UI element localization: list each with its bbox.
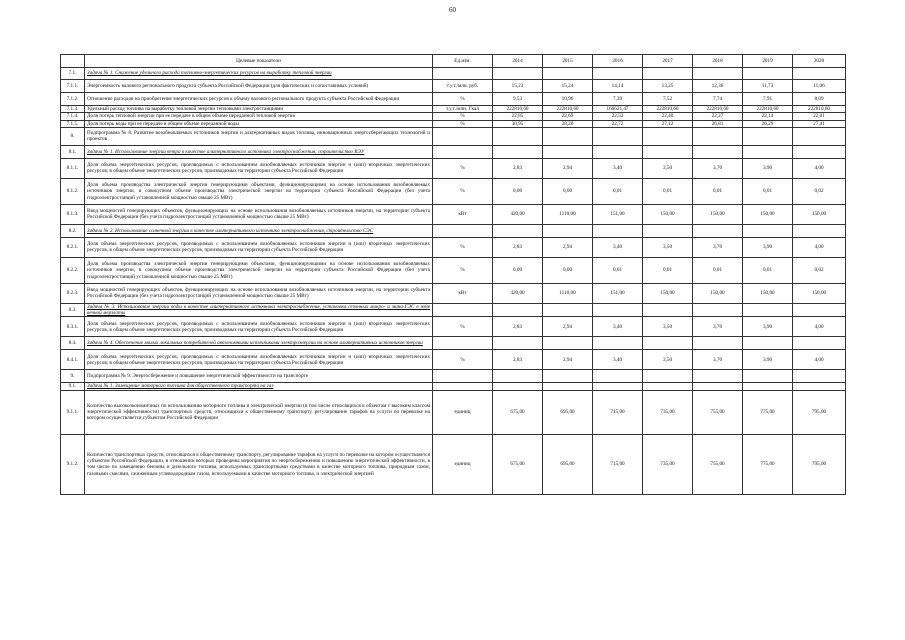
row-number: 8.2.2. — [61, 257, 85, 283]
value-cell-2014: 0,00 — [493, 178, 543, 204]
table-row — [61, 350, 846, 370]
value-cell-2020 — [793, 303, 846, 317]
value-cell-2018 — [693, 337, 743, 350]
unit-cell: % — [433, 350, 493, 370]
value-cell-2016: 0,01 — [593, 257, 643, 283]
row-number: 8. — [61, 127, 85, 145]
value-cell-2020: 0,02 — [793, 178, 846, 204]
unit-cell: единиц — [433, 390, 493, 434]
value-cell-2014 — [493, 145, 543, 158]
value-cell-2020: 150,00 — [793, 283, 846, 303]
value-cell-2017: 222810,60 — [643, 106, 693, 113]
value-cell-2019 — [743, 383, 793, 390]
value-cell-2014 — [493, 337, 543, 350]
unit-cell: % — [433, 178, 493, 204]
unit-cell: т.у.т./млн. Гкал — [433, 106, 493, 113]
value-cell-2017 — [643, 145, 693, 158]
unit-cell: % — [433, 158, 493, 178]
indicator-text: Доля объема производства электрической энергии генерирующими объектами, функционирующими на основе использования возобновляемых источников энергии, в совокупном объеме производства электрической энергии на территории субъекта Российской Федерации (без учета гидроэлектростанций установленной мощностью свыше 25 МВт) — [85, 178, 433, 204]
value-cell-2017: 27,12 — [643, 120, 693, 127]
value-cell-2019 — [743, 68, 793, 80]
value-cell-2016: 3,40 — [593, 237, 643, 257]
row-number: 8.2. — [61, 224, 85, 237]
value-cell-2017 — [643, 383, 693, 390]
value-cell-2019: 3,90 — [743, 237, 793, 257]
value-cell-2019 — [743, 370, 793, 383]
value-cell-2020 — [793, 127, 846, 145]
value-cell-2015 — [543, 145, 593, 158]
indicator-text: Энергоемкость валового регионального продукта субъекта Российской Федерации (для фактических и сопоставимых условий) — [85, 80, 433, 93]
value-cell-2017: 7,52 — [643, 93, 693, 106]
value-cell-2020: 0,02 — [793, 257, 846, 283]
indicator-text: Задача № 3. Использование энергии воды в качестве альтернативного источника электроснабжения, установка сезонных микро- и мини-ГЭС в зоне вечной мерзлоты — [85, 303, 433, 317]
value-cell-2019: 3,90 — [743, 317, 793, 337]
table-row — [61, 204, 846, 224]
indicator-text: Доля потерь тепловой энергии при ее передаче в общем объеме переданной тепловой энергии — [85, 113, 433, 120]
value-cell-2015: 222810,60 — [543, 106, 593, 113]
value-cell-2017: 0,01 — [643, 257, 693, 283]
header-year: 2014 — [493, 55, 543, 68]
indicator-text: Подпрограмма № 9. Энергосбережение и повышение энергетической эффективности на транспорте — [85, 370, 433, 383]
unit-cell: единиц — [433, 434, 493, 494]
value-cell-2019: 0,01 — [743, 178, 793, 204]
row-number: 9. — [61, 370, 85, 383]
value-cell-2019 — [743, 145, 793, 158]
row-number: 8.1.3. — [61, 204, 85, 224]
unit-cell: % — [433, 93, 493, 106]
row-number: 9.1.2. — [61, 434, 85, 494]
value-cell-2018: 3,70 — [693, 350, 743, 370]
unit-cell: % — [433, 113, 493, 120]
unit-cell: кВт — [433, 283, 493, 303]
value-cell-2014: 2,83 — [493, 158, 543, 178]
unit-cell — [433, 68, 493, 80]
value-cell-2017: 3,50 — [643, 158, 693, 178]
value-cell-2018: 150,00 — [693, 204, 743, 224]
value-cell-2018: 3,70 — [693, 237, 743, 257]
header-year: 2016 — [593, 55, 643, 68]
value-cell-2014: 0,00 — [493, 257, 543, 283]
indicator-text: Доля потерь воды при ее передаче в общем объеме переданной воды — [85, 120, 433, 127]
value-cell-2019: 7,91 — [743, 93, 793, 106]
indicator-text: Задача № 4. Обеспечение малых локальных потребителей автономными источниками электроэнергии на основе альтернативных источников энергии — [85, 337, 433, 350]
value-cell-2018: 3,70 — [693, 317, 743, 337]
value-cell-2014: 15,23 — [493, 80, 543, 93]
value-cell-2020: 795,00 — [793, 434, 846, 494]
indicator-text: Доля объема энергетических ресурсов, производимых с использованием возобновляемых источников энергии и (или) вторичных энергетических ресурсов, в общем объеме энергетических ресурсов, производимых на территории субъекта Российской Федерации — [85, 237, 433, 257]
table-row — [61, 93, 846, 106]
value-cell-2016: 715,00 — [593, 434, 643, 494]
value-cell-2016 — [593, 145, 643, 158]
value-cell-2020: 27,41 — [793, 120, 846, 127]
value-cell-2018 — [693, 383, 743, 390]
indicator-text: Доля объема производства электрической энергии генерирующими объектами, функционирующими на основе использования возобновляемых источников энергии, в совокупном объеме производства электрической энергии на территории субъекта Российской Федерации (без учета гидроэлектростанций установленной мощностью свыше 25 МВт) — [85, 257, 433, 283]
value-cell-2017: 735,00 — [643, 390, 693, 434]
value-cell-2016 — [593, 127, 643, 145]
table-row — [61, 120, 846, 127]
value-cell-2014 — [493, 224, 543, 237]
value-cell-2014: 2,83 — [493, 317, 543, 337]
value-cell-2019: 3,90 — [743, 350, 793, 370]
value-cell-2020: 795,00 — [793, 390, 846, 434]
table-row — [61, 390, 846, 434]
indicator-text: Подпрограмма № 8. Развитие возобновляемых источников энергии и альтернативных видов топлива, инновационных энергосберегающих технологий и проектов — [85, 127, 433, 145]
value-cell-2019 — [743, 303, 793, 317]
header-indicator: Целевые показатели — [85, 55, 433, 68]
value-cell-2020 — [793, 224, 846, 237]
value-cell-2016 — [593, 224, 643, 237]
table-row — [61, 68, 846, 80]
row-number: 8.4. — [61, 337, 85, 350]
row-number: 8.4.1. — [61, 350, 85, 370]
value-cell-2019: 775,00 — [743, 390, 793, 434]
header-year: 2018 — [693, 55, 743, 68]
value-cell-2015: 28,20 — [543, 120, 593, 127]
unit-cell — [433, 303, 493, 317]
value-cell-2015: 1110,00 — [543, 283, 593, 303]
value-cell-2018 — [693, 370, 743, 383]
value-cell-2015: 2,94 — [543, 350, 593, 370]
value-cell-2016: 7,39 — [593, 93, 643, 106]
unit-cell — [433, 383, 493, 390]
value-cell-2020: 150,00 — [793, 204, 846, 224]
row-number: 9.1. — [61, 383, 85, 390]
row-number: 8.3. — [61, 303, 85, 317]
value-cell-2019: 150,00 — [743, 204, 793, 224]
row-number: 7.1.2. — [61, 93, 85, 106]
table-row — [61, 370, 846, 383]
indicator-text: Удельный расход топлива на выработку тепловой энергии тепловыми электростанциями — [85, 106, 433, 113]
value-cell-2019: 150,00 — [743, 283, 793, 303]
value-cell-2018: 755,00 — [693, 390, 743, 434]
value-cell-2015 — [543, 68, 593, 80]
value-cell-2014: 30,95 — [493, 120, 543, 127]
value-cell-2014 — [493, 383, 543, 390]
value-cell-2017: 735,00 — [643, 434, 693, 494]
indicator-text: Доля объема энергетических ресурсов, производимых с использованием возобновляемых источников энергии и (или) вторичных энергетических ресурсов, в общем объеме энергетических ресурсов, производимых на территории субъекта Российской Федерации — [85, 317, 433, 337]
value-cell-2015 — [543, 337, 593, 350]
value-cell-2017 — [643, 370, 693, 383]
value-cell-2017 — [643, 224, 693, 237]
indicator-text: Задача № 2. Использование солнечной энергии в качестве альтернативного источника электроснабжения, строительство СЭС — [85, 224, 433, 237]
value-cell-2017: 22,40 — [643, 113, 693, 120]
row-number: 8.1.1. — [61, 158, 85, 178]
table-row — [61, 303, 846, 317]
value-cell-2020: 4,00 — [793, 350, 846, 370]
value-cell-2016: 3,40 — [593, 317, 643, 337]
value-cell-2019 — [743, 127, 793, 145]
value-cell-2017: 150,00 — [643, 204, 693, 224]
value-cell-2014: 675,00 — [493, 434, 543, 494]
table-row — [61, 224, 846, 237]
value-cell-2017: 3,50 — [643, 237, 693, 257]
table-row — [61, 317, 846, 337]
table-row — [61, 257, 846, 283]
value-cell-2020 — [793, 68, 846, 80]
value-cell-2020: 11,06 — [793, 80, 846, 93]
value-cell-2015 — [543, 383, 593, 390]
value-cell-2016: 715,00 — [593, 390, 643, 434]
unit-cell: % — [433, 317, 493, 337]
value-cell-2016 — [593, 303, 643, 317]
value-cell-2014: 9,53 — [493, 93, 543, 106]
row-number: 8.1.2. — [61, 178, 85, 204]
value-cell-2020: 4,00 — [793, 237, 846, 257]
value-cell-2014: 2,83 — [493, 350, 543, 370]
value-cell-2016: 22,72 — [593, 120, 643, 127]
table-row — [61, 178, 846, 204]
value-cell-2020: 4,00 — [793, 317, 846, 337]
value-cell-2015: 10,96 — [543, 93, 593, 106]
value-cell-2014 — [493, 303, 543, 317]
value-cell-2017: 150,00 — [643, 283, 693, 303]
value-cell-2016: 22,52 — [593, 113, 643, 120]
unit-cell — [433, 145, 493, 158]
value-cell-2014: 675,00 — [493, 390, 543, 434]
value-cell-2015: 0,00 — [543, 178, 593, 204]
indicator-text: Задача № 1. Использование энергии ветра в качестве альтернативного источника электроснабжения, строительство ВЭУ — [85, 145, 433, 158]
unit-cell: кВт — [433, 204, 493, 224]
value-cell-2018: 222810,60 — [693, 106, 743, 113]
value-cell-2016: 14,14 — [593, 80, 643, 93]
value-cell-2017 — [643, 68, 693, 80]
value-cell-2017: 3,50 — [643, 317, 693, 337]
value-cell-2020 — [793, 145, 846, 158]
value-cell-2016 — [593, 370, 643, 383]
value-cell-2015 — [543, 127, 593, 145]
indicator-text: Доля объема энергетических ресурсов, производимых с использованием возобновляемых источников энергии и (или) вторичных энергетических ресурсов, в общем объеме энергетических ресурсов, производимых на территории субъекта Российской Федерации — [85, 350, 433, 370]
indicator-text: Доля объема энергетических ресурсов, производимых с использованием возобновляемых источников энергии и (или) вторичных энергетических ресурсов, в общем объеме энергетических ресурсов, производимых на территории субъекта Российской Федерации — [85, 158, 433, 178]
unit-cell — [433, 127, 493, 145]
value-cell-2018 — [693, 224, 743, 237]
value-cell-2014: 222810,60 — [493, 106, 543, 113]
value-cell-2017 — [643, 337, 693, 350]
value-cell-2016: 151,00 — [593, 204, 643, 224]
indicator-text: Задача № 1. Замещение моторного топлива для общественного транспорта на газ — [85, 383, 433, 390]
value-cell-2019: 11,73 — [743, 80, 793, 93]
value-cell-2014 — [493, 370, 543, 383]
value-cell-2019: 26,29 — [743, 120, 793, 127]
table-row — [61, 113, 846, 120]
indicator-text — [85, 390, 433, 434]
row-number: 7.1.1. — [61, 80, 85, 93]
unit-cell — [433, 370, 493, 383]
header-year: 2019 — [743, 55, 793, 68]
value-cell-2020 — [793, 383, 846, 390]
value-cell-2019: 222810,60 — [743, 106, 793, 113]
value-cell-2016: 3,40 — [593, 158, 643, 178]
value-cell-2014 — [493, 68, 543, 80]
value-cell-2016 — [593, 337, 643, 350]
value-cell-2015: 0,00 — [543, 257, 593, 283]
value-cell-2015: 2,94 — [543, 237, 593, 257]
table-row — [61, 434, 846, 494]
row-number: 7.1.4. — [61, 113, 85, 120]
indicator-text-content: Количество транспортных средств, относящихся к общественному транспорту, регулирование тарифов на услуги по перевозке на котором осуществляется субъектом Российской Федерации, в отношении которых проведены мероприятия по энергосбережению и повышению энергетической эффективности, в том числе по замещению бензина и дизельного топлива, используемых транспортными средствами в качестве моторного топлива, природным газом, газовыми смесями, сжиженным углеводородным газом, используемыми в качестве моторного топлива, и электрической энергией — [87, 451, 430, 477]
value-cell-2017: 13,25 — [643, 80, 693, 93]
value-cell-2019: 775,00 — [743, 434, 793, 494]
value-cell-2018 — [693, 145, 743, 158]
indicators-table — [60, 54, 846, 495]
table-row — [61, 283, 846, 303]
value-cell-2016: 3,40 — [593, 350, 643, 370]
value-cell-2015: 695,00 — [543, 390, 593, 434]
value-cell-2018 — [693, 68, 743, 80]
value-cell-2016: 0,01 — [593, 178, 643, 204]
value-cell-2016: 166621,47 — [593, 106, 643, 113]
row-number: 9.1.1. — [61, 390, 85, 434]
value-cell-2015: 695,00 — [543, 434, 593, 494]
value-cell-2014 — [493, 127, 543, 145]
value-cell-2019: 0,01 — [743, 257, 793, 283]
unit-cell: т.у.т./млн. руб. — [433, 80, 493, 93]
row-number: 7.1.3. — [61, 106, 85, 113]
header-year: 2015 — [543, 55, 593, 68]
value-cell-2019: 22,14 — [743, 113, 793, 120]
header-num-cell — [61, 55, 85, 68]
value-cell-2018: 755,00 — [693, 434, 743, 494]
row-number: 8.1. — [61, 145, 85, 158]
table-header-row — [61, 55, 846, 68]
table-row — [61, 80, 846, 93]
indicator-text: Ввод мощностей генерирующих объектов, функционирующих на основе использования возобновляемых источников энергии, на территории субъекта Российской Федерации (без учета гидроэлектростанций установленной мощностью свыше 25 МВт) — [85, 283, 433, 303]
value-cell-2018 — [693, 303, 743, 317]
unit-cell: % — [433, 120, 493, 127]
value-cell-2014: 2,83 — [493, 237, 543, 257]
value-cell-2020: 8,09 — [793, 93, 846, 106]
value-cell-2018: 7,74 — [693, 93, 743, 106]
value-cell-2015: 2,94 — [543, 158, 593, 178]
value-cell-2020 — [793, 337, 846, 350]
value-cell-2015: 2,94 — [543, 317, 593, 337]
indicator-text — [85, 434, 433, 494]
value-cell-2015: 15,24 — [543, 80, 593, 93]
row-number: 8.2.3. — [61, 283, 85, 303]
value-cell-2018: 150,00 — [693, 283, 743, 303]
value-cell-2015 — [543, 303, 593, 317]
value-cell-2015: 22,69 — [543, 113, 593, 120]
value-cell-2018: 3,70 — [693, 158, 743, 178]
value-cell-2018: 0,01 — [693, 257, 743, 283]
row-number: 8.2.1. — [61, 237, 85, 257]
value-cell-2018: 22,27 — [693, 113, 743, 120]
row-number: 7.1.5. — [61, 120, 85, 127]
table-row — [61, 337, 846, 350]
table-row — [61, 383, 846, 390]
value-cell-2018 — [693, 127, 743, 145]
table-row — [61, 237, 846, 257]
value-cell-2016: 151,00 — [593, 283, 643, 303]
row-number: 7.1. — [61, 68, 85, 80]
value-cell-2016 — [593, 383, 643, 390]
page-number: 60 — [449, 6, 456, 14]
value-cell-2018: 12,36 — [693, 80, 743, 93]
value-cell-2017 — [643, 127, 693, 145]
header-unit: Ед.изм. — [433, 55, 493, 68]
value-cell-2020: 22,01 — [793, 113, 846, 120]
value-cell-2015 — [543, 370, 593, 383]
row-number: 8.3.1. — [61, 317, 85, 337]
value-cell-2020: 222810,60 — [793, 106, 846, 113]
value-cell-2017 — [643, 303, 693, 317]
header-year: 2020 — [793, 55, 846, 68]
unit-cell: % — [433, 237, 493, 257]
table-row — [61, 158, 846, 178]
value-cell-2015 — [543, 224, 593, 237]
value-cell-2018: 0,01 — [693, 178, 743, 204]
table-row — [61, 145, 846, 158]
value-cell-2014: 420,00 — [493, 204, 543, 224]
value-cell-2014: 22,85 — [493, 113, 543, 120]
value-cell-2019: 3,90 — [743, 158, 793, 178]
value-cell-2019 — [743, 337, 793, 350]
unit-cell — [433, 337, 493, 350]
indicator-text-content: Количество высокоэкономичных по использованию моторного топлива и электрической энергии (в том числе относящихся к объектам с высоким классом энергетической эффективности) транспортных средств, относящихся к общественному транспорту, регулирование тарифов на услуги по перевозке на котором осуществляется субъектом Российской Федерации — [87, 402, 430, 422]
value-cell-2017: 0,01 — [643, 178, 693, 204]
value-cell-2015: 1110,00 — [543, 204, 593, 224]
table-row — [61, 106, 846, 113]
value-cell-2020: 4,00 — [793, 158, 846, 178]
value-cell-2020 — [793, 370, 846, 383]
value-cell-2018: 26,81 — [693, 120, 743, 127]
unit-cell — [433, 224, 493, 237]
value-cell-2017: 3,50 — [643, 350, 693, 370]
value-cell-2014: 420,00 — [493, 283, 543, 303]
unit-cell: % — [433, 257, 493, 283]
header-year: 2017 — [643, 55, 693, 68]
indicator-text: Задача № 1. Снижение удельного расхода топливно-энергетических ресурсов на выработку тепловой энергии — [85, 68, 433, 80]
indicator-text: Отношение расходов на приобретение энергетических ресурсов к объему валового регионального продукта субъекта Российской Федерации — [85, 93, 433, 106]
indicator-text: Ввод мощностей генерирующих объектов, функционирующих на основе использования возобновляемых источников энергии, на территории субъекта Российской Федерации (без учета гидроэлектростанций установленной мощностью свыше 25 МВт) — [85, 204, 433, 224]
value-cell-2016 — [593, 68, 643, 80]
table-row — [61, 127, 846, 145]
value-cell-2019 — [743, 224, 793, 237]
